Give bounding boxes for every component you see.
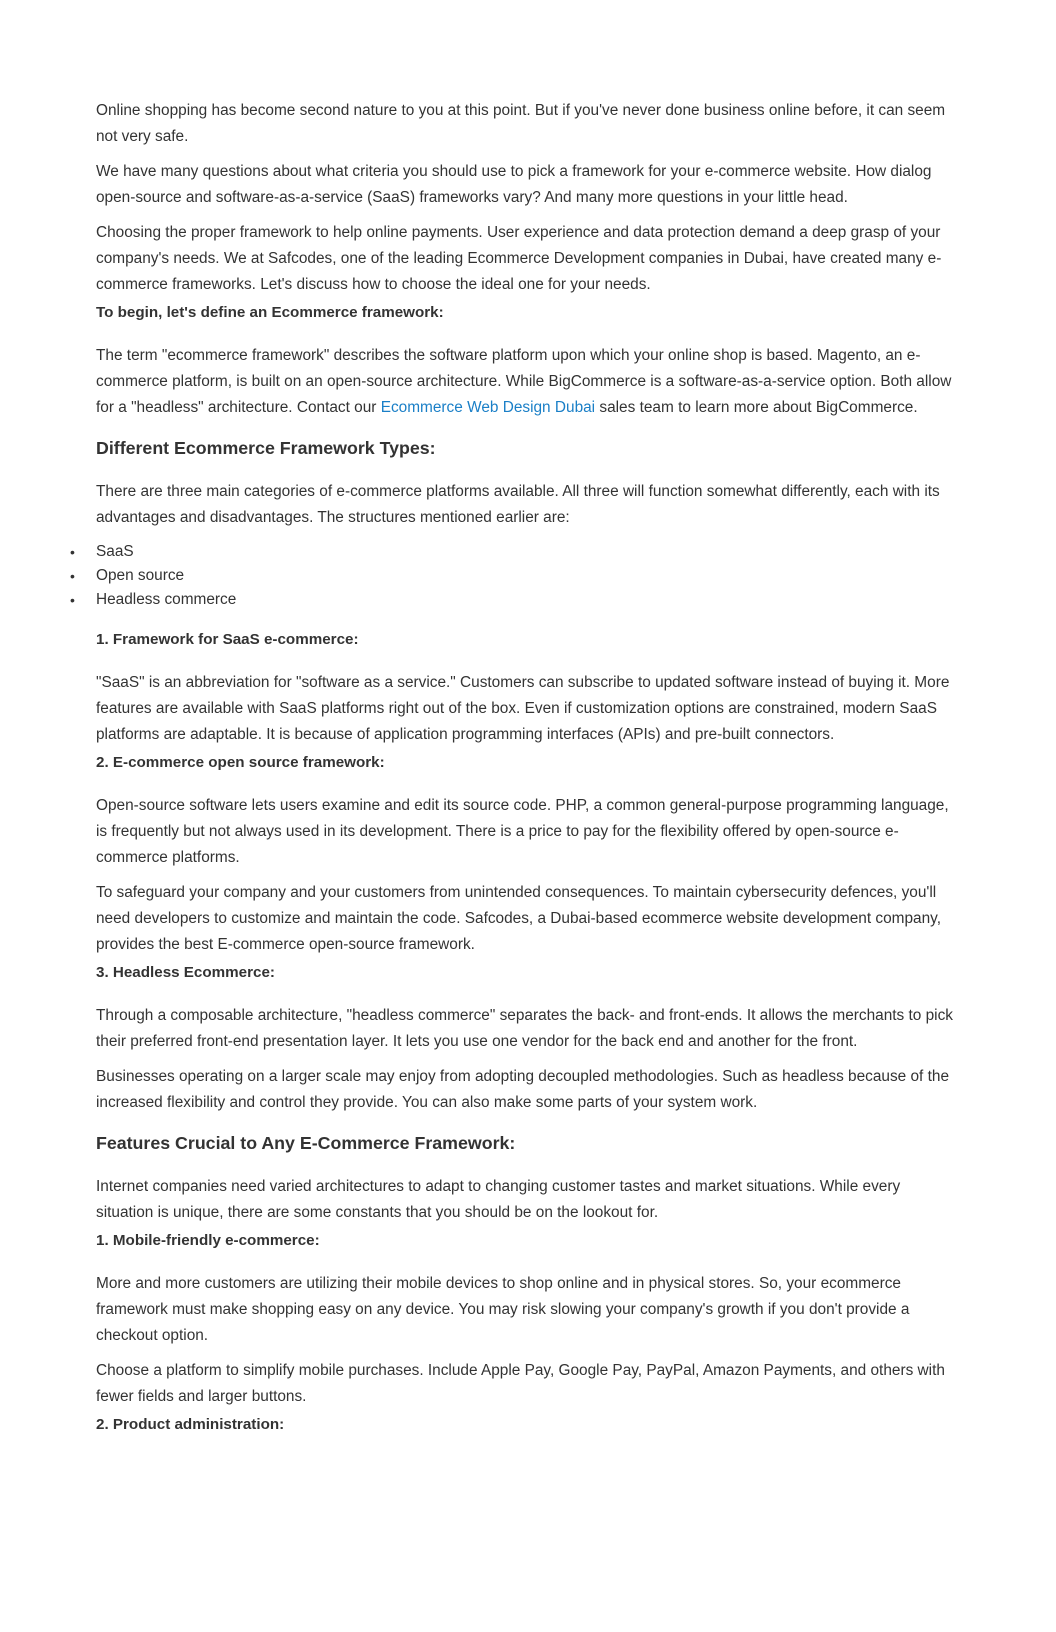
intro-paragraph-3: Choosing the proper framework to help online payments. User experience and data protection demand a deep grasp of your company's needs. We at Safcodes, one of the leading Ecommerce Development companies in Dubai, have created many e-commerce frameworks. Let's discuss how to choose the ideal one for your needs. [96,224,942,293]
open-source-paragraph-2: To safeguard your company and your customers from unintended consequences. To maintain cybersecurity defences, you'll need developers to customize and maintain the code. Safcodes, a Dubai-based ecommerce website development company, provides the best E-commerce open-source framework. [96,884,941,953]
list-item: • SaaS [96,540,960,564]
ecommerce-web-design-dubai-link[interactable]: Ecommerce Web Design Dubai [380,399,596,416]
open-source-heading: 2. E-commerce open source framework: [96,754,385,771]
list-item: • Open source [96,564,960,588]
intro-paragraph-2: We have many questions about what criteria you should use to pick a framework for your e-commerce website. How dialog open-source and software-as-a-service (SaaS) frameworks vary? And many more questions in your little head. [96,163,932,206]
product-administration-heading: 2. Product administration: [96,1416,285,1433]
framework-types-intro: There are three main categories of e-commerce platforms available. All three will function somewhat differently, each with its advantages and disadvantages. The structures mentioned earlier are: [96,483,940,526]
headless-paragraph-2: Businesses operating on a larger scale may enjoy from adopting decoupled methodologies. Such as headless because of the increased flexibility and control they provide. You can also make some parts of your system work. [96,1068,950,1111]
list-item: • Headless commerce [96,588,960,612]
features-intro: Internet companies need varied architectures to adapt to changing customer tastes and market situations. While every situation is unique, there are some constants that you should be on the lookout for. [96,1178,901,1221]
intro-paragraph-1: Online shopping has become second nature to you at this point. But if you've never done business online before, it can seem not very safe. [96,102,946,145]
saas-heading: 1. Framework for SaaS e-commerce: [96,631,359,648]
define-paragraph [96,343,960,421]
features-heading: Features Crucial to Any E-Commerce Framework: [96,1133,516,1153]
mobile-friendly-heading: 1. Mobile-friendly e-commerce: [96,1232,320,1249]
open-source-paragraph-1: Open-source software lets users examine and edit its source code. PHP, a common general-purpose programming language, is frequently but not always used in its development. There is a price to pay for the flexibility offered by open-source e-commerce platforms. [96,797,949,866]
headless-paragraph-1: Through a composable architecture, "headless commerce" separates the back- and front-ends. It allows the merchants to pick their preferred front-end presentation layer. It lets you use one vendor for the back end and another for the front. [96,1007,953,1050]
define-heading: To begin, let's define an Ecommerce framework: [96,304,444,321]
define-text-after-link: sales team to learn more about BigCommerce. [595,399,918,416]
define-text-before-link: The term "ecommerce framework" describes the software platform upon which your online shop is based. Magento, an e-commerce platform, is built on an open-source architecture. While BigCommerce is a software-as-a-service option. Both allow for a "headless" architecture. Contact our [96,347,952,416]
mobile-friendly-paragraph-2: Choose a platform to simplify mobile purchases. Include Apple Pay, Google Pay, PayPal, Amazon Payments, and others with fewer fields and larger buttons. [96,1362,945,1405]
framework-types-heading: Different Ecommerce Framework Types: [96,438,436,458]
framework-types-list [96,540,960,612]
mobile-friendly-paragraph-1: More and more customers are utilizing their mobile devices to shop online and in physical stores. So, your ecommerce framework must make shopping easy on any device. You may risk slowing your company's growth if you don't provide a checkout option. [96,1275,910,1344]
headless-heading: 3. Headless Ecommerce: [96,964,275,981]
saas-paragraph: "SaaS" is an abbreviation for "software as a service." Customers can subscribe to updated software instead of buying it. More features are available with SaaS platforms right out of the box. Even if customization options are constrained, modern SaaS platforms are adaptable. It is because of application programming interfaces (APIs) and pre-built connectors. [96,674,950,743]
